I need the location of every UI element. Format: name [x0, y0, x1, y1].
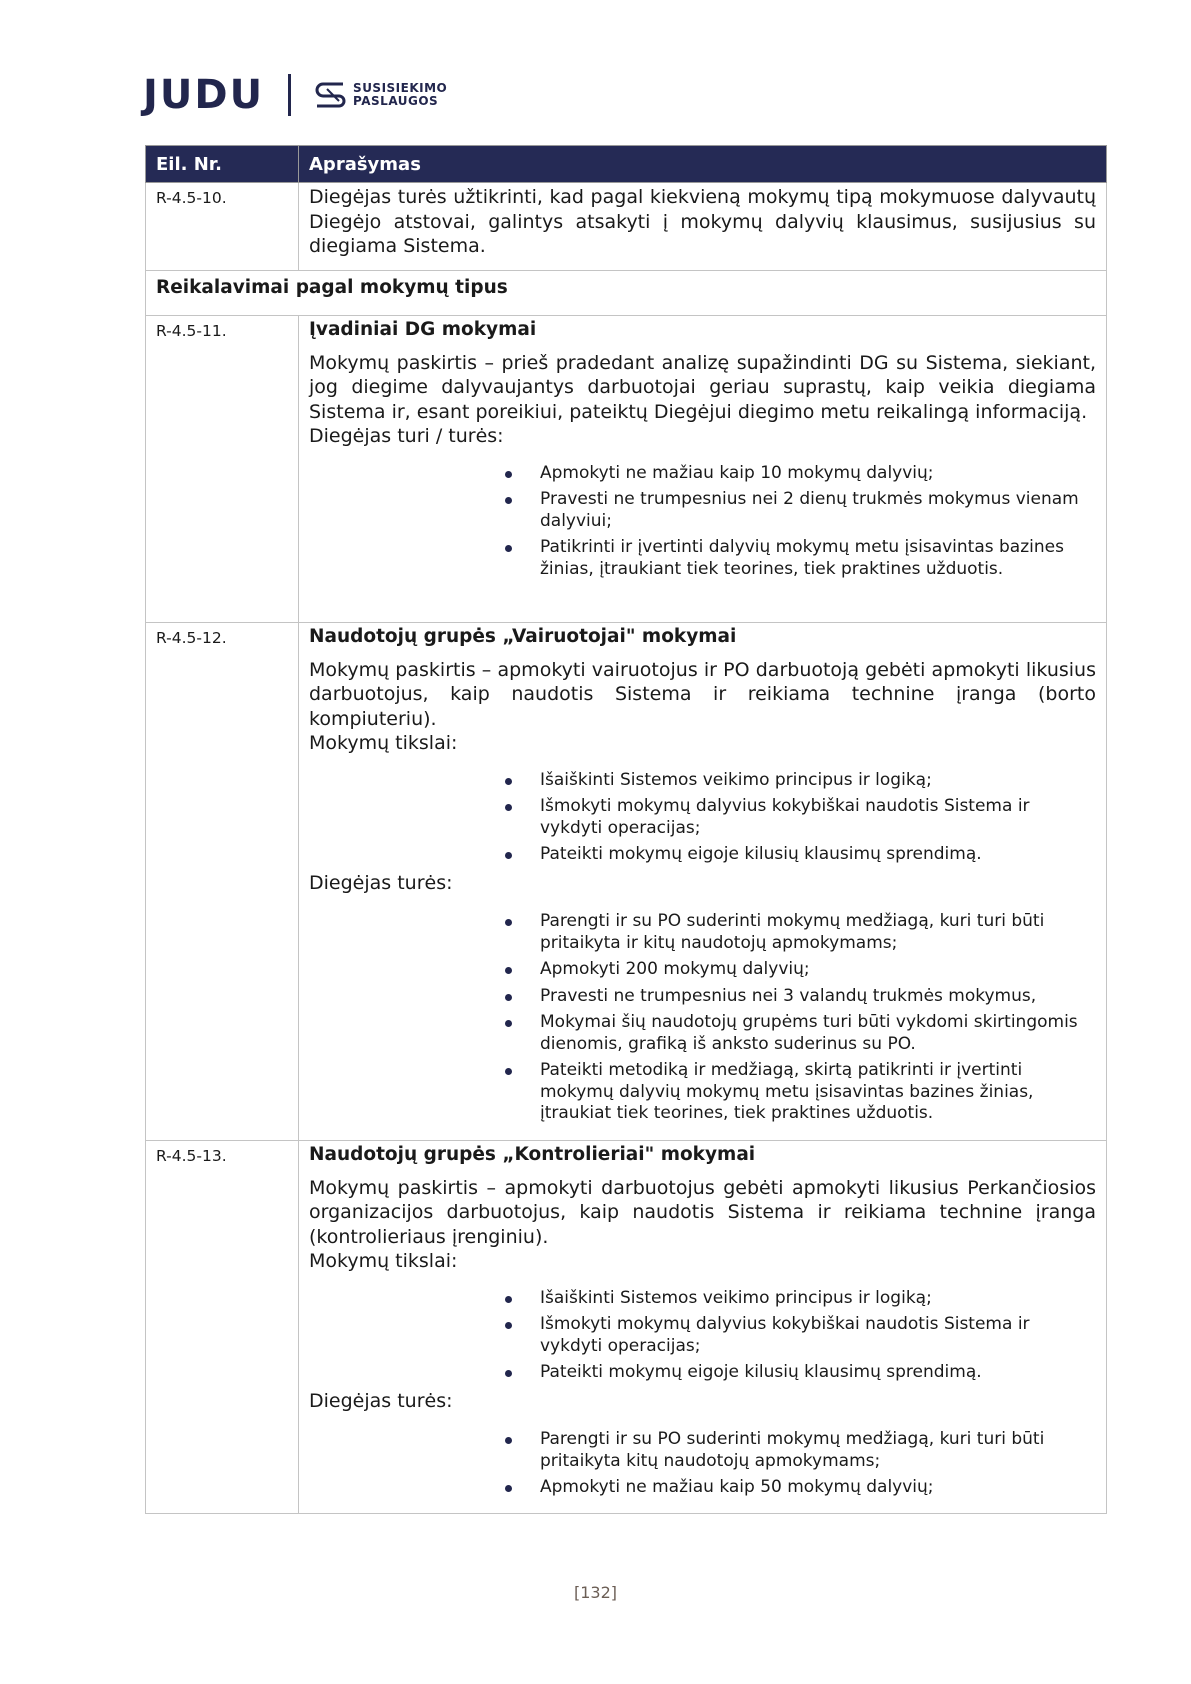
must-list [309, 911, 1096, 1125]
header-logos [143, 70, 447, 120]
goals-label: Mokymų tikslai: [309, 1250, 458, 1272]
goals-list [309, 1288, 1096, 1384]
requirement-text: Diegėjas turės užtikrinti, kad pagal kiekvieną mokymų tipą mokymuose dalyvautų Diegėjo atstovai, galintys atsakyti į mokymų dalyvių klausimus, susijusius su diegiama Sistema. [309, 186, 1096, 257]
table-header-row [146, 146, 1107, 183]
list-item: Pateikti metodiką ir medžiagą, skirtą patikrinti ir įvertinti mokymų dalyvių mokymų metu įsisavintas bazines žinias, įtraukiat tiek teorines, tiek praktines užduotis. [505, 1060, 1096, 1125]
list-item: Išaiškinti Sistemos veikimo principus ir logiką; [505, 770, 1096, 792]
column-header-number: Eil. Nr. [146, 146, 299, 183]
must-label: Diegėjas turės: [309, 871, 453, 894]
section-row [146, 271, 1107, 316]
logo-text-line2: PASLAUGOS [353, 94, 439, 108]
page-number: [132] [573, 1583, 618, 1602]
purpose-text: Mokymų paskirtis – apmokyti darbuotojus gebėti apmokyti likusius Perkančiosios organizacijos darbuotojus, kaip naudotis Sistema ir reikiama technine įranga (kontrolieriaus įrenginiu). [309, 1176, 1096, 1248]
list-item: Patikrinti ir įvertinti dalyvių mokymų metu įsisavintas bazines žinias, įtraukiant tiek teorines, tiek praktines užduotis. [505, 537, 1096, 580]
table-row [146, 316, 1107, 623]
purpose-text: Mokymų paskirtis – apmokyti vairuotojus ir PO darbuotoją gebėti apmokyti likusius darbuotojus, kaip naudotis Sistema ir reikiama technine įranga (borto kompiuteriu). [309, 658, 1096, 730]
list-item: Parengti ir su PO suderinti mokymų medžiagą, kuri turi būti pritaikyta kitų naudotojų apmokymams; [505, 1429, 1096, 1472]
requirement-id: R-4.5-11. [146, 316, 299, 623]
requirement-title: Naudotojų grupės „Vairuotojai" mokymai [309, 626, 737, 647]
must-label: Diegėjas turi / turės: [309, 425, 504, 447]
ss-logo-icon [313, 81, 349, 109]
requirement-title: Įvadiniai DG mokymai [309, 319, 537, 340]
list-item: Išaiškinti Sistemos veikimo principus ir logiką; [505, 1288, 1096, 1310]
list-item: Pravesti ne trumpesnius nei 3 valandų trukmės mokymus, [505, 986, 1096, 1008]
table-row [146, 1141, 1107, 1514]
logo-divider [288, 74, 291, 116]
requirement-title: Naudotojų grupės „Kontrolieriai" mokymai [309, 1144, 756, 1165]
list-item: Apmokyti 200 mokymų dalyvių; [505, 959, 1096, 981]
purpose-text: Mokymų paskirtis – prieš pradedant analizę supažindinti DG su Sistema, siekiant, jog diegime dalyvaujantys darbuotojai geriau suprastų, kaip veikia diegiama Sistema ir, esant poreikiui, pateiktų Diegėjui diegimo metu reikalingą informaciją. [309, 351, 1096, 423]
list-item: Mokymai šių naudotojų grupėms turi būti vykdomi skirtingomis dienomis, grafiką iš anksto suderinus su PO. [505, 1012, 1096, 1055]
requirement-id: R-4.5-10. [146, 183, 299, 271]
list-item: Pateikti mokymų eigoje kilusių klausimų sprendimą. [505, 844, 1096, 866]
judu-logo: JUDU [143, 72, 265, 118]
section-heading: Reikalavimai pagal mokymų tipus [146, 271, 1107, 316]
requirements-table [145, 145, 1107, 1514]
requirement-id: R-4.5-13. [146, 1141, 299, 1514]
susisiekimo-paslaugos-logo [313, 81, 447, 109]
list-item: Išmokyti mokymų dalyvius kokybiškai naudotis Sistema ir vykdyti operacijas; [505, 1314, 1096, 1357]
list-item: Pravesti ne trumpesnius nei 2 dienų trukmės mokymus vienam dalyviui; [505, 489, 1096, 532]
goals-list [309, 770, 1096, 866]
list-item: Išmokyti mokymų dalyvius kokybiškai naudotis Sistema ir vykdyti operacijas; [505, 796, 1096, 839]
requirement-id: R-4.5-12. [146, 623, 299, 1141]
must-list [309, 1429, 1096, 1499]
table-row [146, 183, 1107, 271]
table-row [146, 623, 1107, 1141]
list-item: Apmokyti ne mažiau kaip 10 mokymų dalyvių; [505, 463, 1096, 485]
list-item: Apmokyti ne mažiau kaip 50 mokymų dalyvių; [505, 1477, 1096, 1499]
logo-text-line1: SUSISIEKIMO [353, 81, 448, 95]
must-list [309, 463, 1096, 581]
goals-label: Mokymų tikslai: [309, 732, 458, 754]
list-item: Parengti ir su PO suderinti mokymų medžiagą, kuri turi būti pritaikyta ir kitų naudotojų apmokymams; [505, 911, 1096, 954]
list-item: Pateikti mokymų eigoje kilusių klausimų sprendimą. [505, 1362, 1096, 1384]
column-header-description: Aprašymas [299, 146, 1107, 183]
must-label: Diegėjas turės: [309, 1389, 453, 1412]
